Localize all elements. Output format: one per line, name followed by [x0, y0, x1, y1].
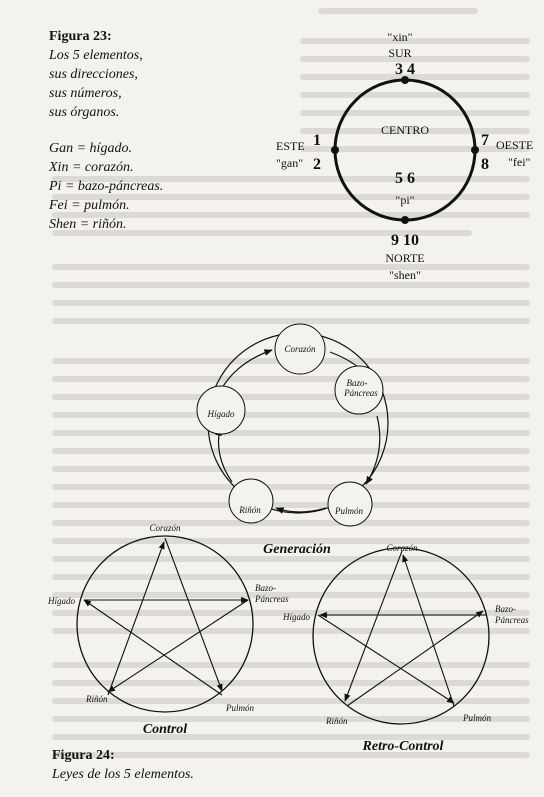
node-rinon: [229, 479, 273, 523]
control-circle: [77, 536, 253, 712]
control-label-pancreas: Páncreas: [255, 594, 289, 604]
west-number-8: 8: [481, 156, 489, 173]
figure-23-title: Figura 23:: [49, 29, 112, 44]
south-pinyin: "xin": [387, 30, 413, 44]
control-label-bazo: Bazo-: [255, 583, 276, 593]
retro-control-title: Retro-Control: [362, 739, 444, 754]
west-number-7: 7: [481, 132, 489, 149]
node-label: Riñón: [239, 505, 261, 515]
node-label: Páncreas: [344, 388, 378, 398]
control-arrow: [165, 538, 222, 691]
control-title: Control: [142, 722, 188, 737]
center-label: CENTRO: [381, 123, 429, 137]
compass-dot-west: [471, 146, 479, 154]
north-pinyin: "shen": [389, 268, 421, 282]
west-pinyin: "fei": [508, 155, 531, 169]
south-numbers: 3 4: [395, 61, 415, 78]
west-label: OESTE: [496, 138, 534, 152]
figure-24-title: Figura 24:: [52, 748, 115, 763]
generation-diagram: [197, 324, 388, 557]
node-label: Corazón: [284, 344, 316, 354]
control-arrow: [108, 600, 248, 692]
control-arrow: [84, 600, 222, 695]
retro-label-bazo: Bazo-: [495, 604, 516, 614]
organ-line: Xin = corazón.: [49, 160, 134, 175]
organ-line: Pi = bazo-páncreas.: [49, 179, 164, 194]
control-label-rinon: Riñón: [86, 694, 108, 704]
retro-label-corazon: Corazón: [386, 543, 418, 553]
retro-label-pancreas: Páncreas: [495, 615, 529, 625]
node-corazon: [275, 324, 325, 374]
control-arrow: [108, 542, 164, 695]
control-label-pulmon: Pulmón: [226, 703, 254, 713]
east-number-1: 1: [313, 132, 321, 149]
arrow-rinon-to-higado: [219, 428, 233, 482]
caption-line: sus direcciones,: [49, 67, 138, 82]
node-higado: [197, 386, 245, 434]
compass-dot-north: [401, 216, 409, 224]
caption-line: sus números,: [49, 86, 122, 101]
node-label: Hígado: [207, 409, 235, 419]
node-bazo-pancreas: [335, 366, 383, 414]
caption-line: sus órganos.: [49, 105, 120, 120]
caption-line: Los 5 elementos,: [49, 48, 143, 63]
center-numbers: 5 6: [395, 170, 415, 187]
east-number-2: 2: [313, 156, 321, 173]
east-label: ESTE: [276, 139, 305, 153]
node-pulmon: [328, 482, 372, 526]
organ-line: Gan = hígado.: [49, 141, 132, 156]
node-label: Bazo-: [346, 378, 368, 388]
node-label: Pulmón: [335, 506, 363, 516]
organ-line: Shen = riñón.: [49, 217, 127, 232]
arrow-higado-to-corazon: [222, 350, 272, 388]
south-label: SUR: [388, 46, 412, 60]
north-numbers: 9 10: [391, 232, 419, 249]
retro-label-higado: Hígado: [283, 612, 310, 622]
retro-control-diagram: [282, 543, 529, 754]
retro-label-pulmon: Pulmón: [463, 713, 491, 723]
center-pinyin: "pi": [395, 193, 415, 207]
control-label-corazon: Corazón: [149, 523, 181, 533]
north-label: NORTE: [385, 251, 425, 265]
compass-diagram: [276, 30, 533, 282]
retro-control-circle: [313, 548, 489, 724]
generation-title: Generación: [263, 542, 331, 557]
retro-control-arrow: [403, 555, 454, 706]
east-pinyin: "gan": [276, 156, 304, 170]
compass-dot-east: [331, 146, 339, 154]
control-diagram: [47, 523, 289, 737]
retro-label-rinon: Riñón: [326, 716, 348, 726]
retro-control-arrow: [345, 551, 402, 701]
control-label-higado: Hígado: [48, 596, 75, 606]
figure-24-subtitle: Leyes de los 5 elementos.: [52, 767, 194, 782]
retro-control-arrow: [318, 615, 454, 703]
retro-control-arrow: [347, 611, 483, 706]
organ-line: Fei = pulmón.: [49, 198, 130, 213]
